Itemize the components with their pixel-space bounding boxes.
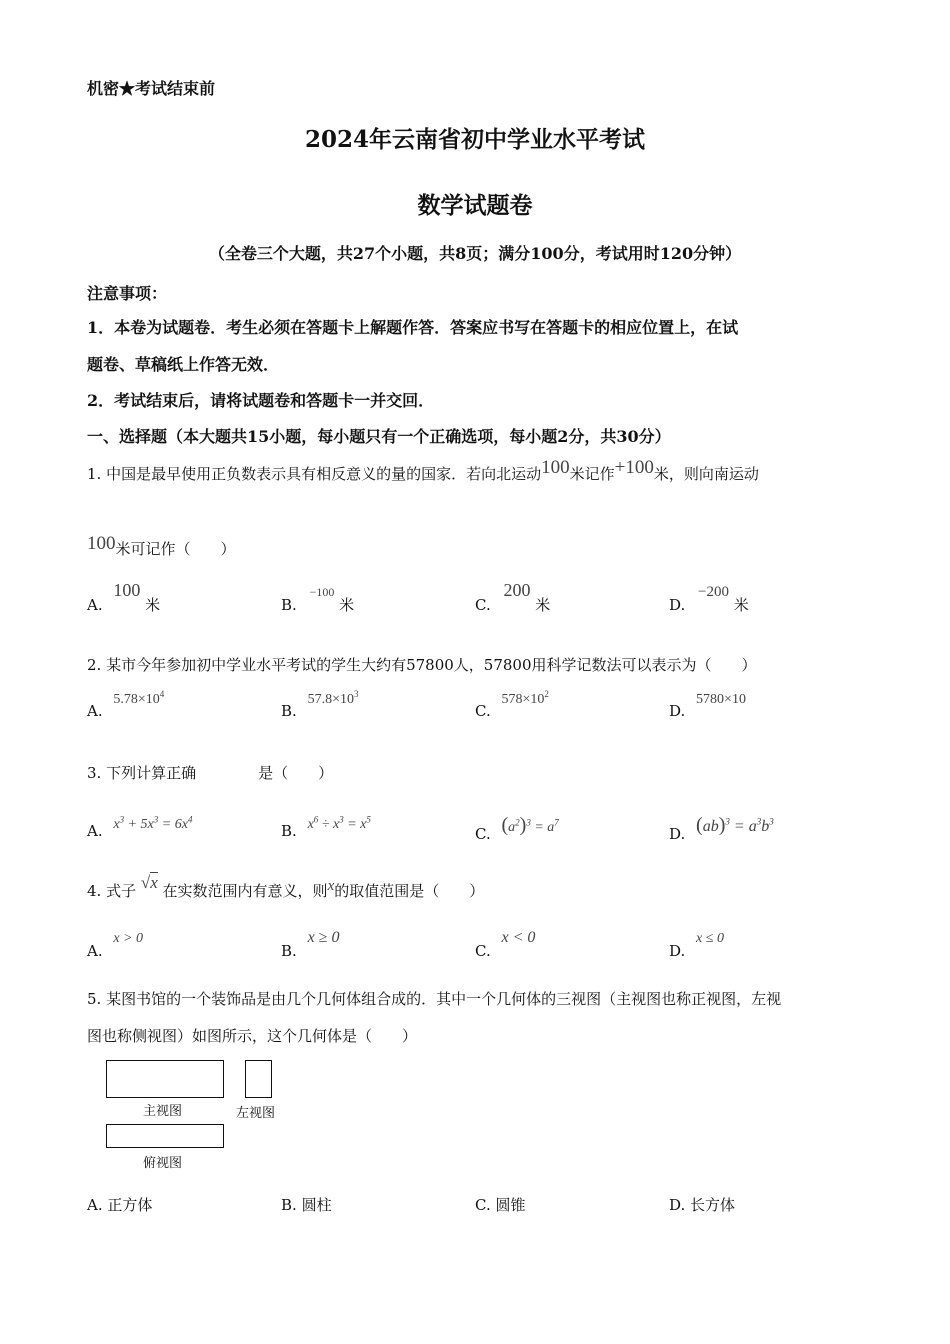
notes-heading: 注意事项： [87,284,168,303]
question-2-text: 2. 某市今年参加初中学业水平考试的学生大约有57800人，57800用科学记数法可以表示为（ ） [87,656,757,674]
q3-option-a[interactable]: A. $x^3 + 5x^3 = 6x^4$ [87,814,193,840]
left-view-rectangle [245,1060,272,1098]
q2-option-c[interactable]: C. $578\times 10^2$ [475,689,549,720]
question-5-line-2: 图也称侧视图）如图所示，这个几何体是（ ） [87,1027,418,1045]
front-view-label: 主视图 [143,1104,183,1119]
sqrt-x-expression: √x [140,873,158,892]
q4-option-b[interactable]: B. x ≥ 0 [281,929,340,960]
q2-option-a[interactable]: A. $5.78\times 10^4$ [87,689,165,720]
exam-info: （全卷三个大题，共27个小题，共8页；满分100分，考试用时120分钟） [208,244,742,263]
q5-option-c[interactable]: C. 圆锥 [475,1196,526,1214]
front-view-rectangle [106,1060,224,1098]
q1-option-b[interactable]: B. $^{-100}$ 米 [281,585,355,614]
q5-option-d[interactable]: D. 长方体 [669,1196,736,1214]
left-view-label: 左视图 [236,1106,276,1121]
q4-option-d[interactable]: D. x ≤ 0 [669,931,724,960]
question-4-text: 4. 式子 √x 在实数范围内有意义，则x的取值范围是（ ） [87,873,485,900]
q1-option-a[interactable]: A. 100 米 [87,580,161,614]
question-1-line-1: 1. 中国是最早使用正负数表示具有相反意义的量的国家．若向北运动100米记作+100米，则向南运动 [87,457,759,483]
q4-option-a[interactable]: A. x > 0 [87,931,144,960]
q3-option-c[interactable]: C. $(a^2)^3 = a^7$ [475,814,559,843]
q4-option-c[interactable]: C. x < 0 [475,929,536,960]
question-1-line-2: 100米可记作（ ） [87,533,236,558]
top-view-rectangle [106,1124,224,1148]
q1-option-d[interactable]: D. −200 米 [669,584,749,614]
note-item-1-line-2: 题卷、草稿纸上作答无效． [87,355,280,374]
question-5-line-1: 5. 某图书馆的一个装饰品是由几个几何体组合成的．其中一个几何体的三视图（主视图也称正视图，左视 [87,990,782,1008]
q3-option-b[interactable]: B. $x^6 \div x^3 = x^5$ [281,814,371,840]
q1-option-c[interactable]: C. 200 米 [475,580,551,614]
note-item-2: 2．考试结束后，请将试题卷和答题卡一并交回． [87,391,435,410]
q2-option-d[interactable]: D. 5780×10 [669,692,746,720]
note-item-1-line-1: 1．本卷为试题卷．考生必须在答题卡上解题作答．答案应书写在答题卡的相应位置上，在试 [87,318,739,337]
q5-option-a[interactable]: A. 正方体 [87,1196,153,1214]
q2-option-b[interactable]: B. $57.8\times 10^3$ [281,689,359,720]
exam-subtitle: 数学试题卷 [417,192,533,219]
exam-title: 2024年云南省初中学业水平考试 [304,126,645,153]
q5-option-b[interactable]: B. 圆柱 [281,1196,332,1214]
top-view-label: 俯视图 [143,1156,183,1171]
q3-option-d[interactable]: D. $(ab)^3 = a^3b^3$ [669,814,774,843]
section-1-heading: 一、选择题（本大题共15小题，每小题只有一个正确选项，每小题2分，共30分） [87,427,671,446]
secret-label: 机密★考试结束前 [87,79,216,98]
question-3-text: 3. 下列计算正确 是（ ） [87,764,334,782]
